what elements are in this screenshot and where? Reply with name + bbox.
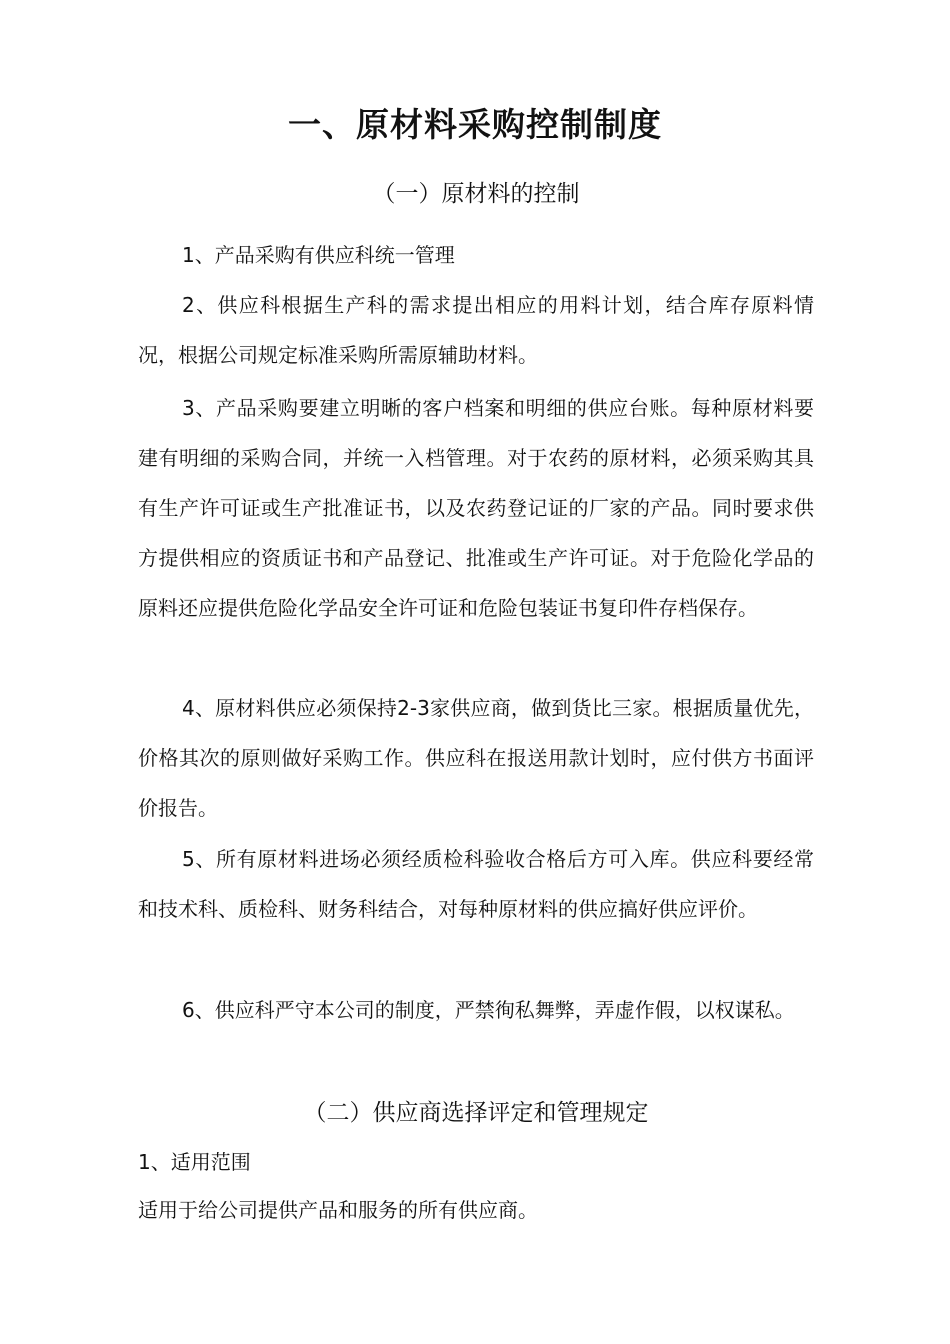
scope-heading: 1、适用范围 <box>138 1150 251 1174</box>
section-1-item-6: 6、供应科严守本公司的制度，严禁徇私舞弊，弄虚作假，以权谋私。 <box>182 998 795 1022</box>
document-title: 一、原材料采购控制制度 <box>288 105 662 144</box>
section-1-item-3: 3、产品采购要建立明晰的客户档案和明细的供应台账。每种原材料要建有明细的采购合同，并统一入档管理。对于农药的原材料，必须采购其具有生产许可证或生产批准证书，以及农药登记证的厂家的产品。同时要求供方提供相应的资质证书和产品登记、批准或生产许可证。对于危险化学品的原料还应提供危险化学品安全许可证和危险包装证书复印件存档保存。 <box>138 396 814 620</box>
section-1-item-2: 2、供应科根据生产科的需求提出相应的用料计划，结合库存原料情况，根据公司规定标准采购所需原辅助材料。 <box>138 293 814 367</box>
scope-text: 适用于给公司提供产品和服务的所有供应商。 <box>138 1198 538 1222</box>
section-2-heading: （二）供应商选择评定和管理规定 <box>303 1100 649 1126</box>
section-1-heading: （一）原材料的控制 <box>372 181 580 207</box>
section-1-item-5: 5、所有原材料进场必须经质检科验收合格后方可入库。供应科要经常和技术科、质检科、财务科结合，对每种原材料的供应搞好供应评价。 <box>138 847 814 921</box>
section-1-item-4: 4、原材料供应必须保持2-3家供应商，做到货比三家。根据质量优先，价格其次的原则做好采购工作。供应科在报送用款计划时，应付供方书面评价报告。 <box>138 696 814 820</box>
section-1-item-1: 1、产品采购有供应科统一管理 <box>182 243 455 267</box>
